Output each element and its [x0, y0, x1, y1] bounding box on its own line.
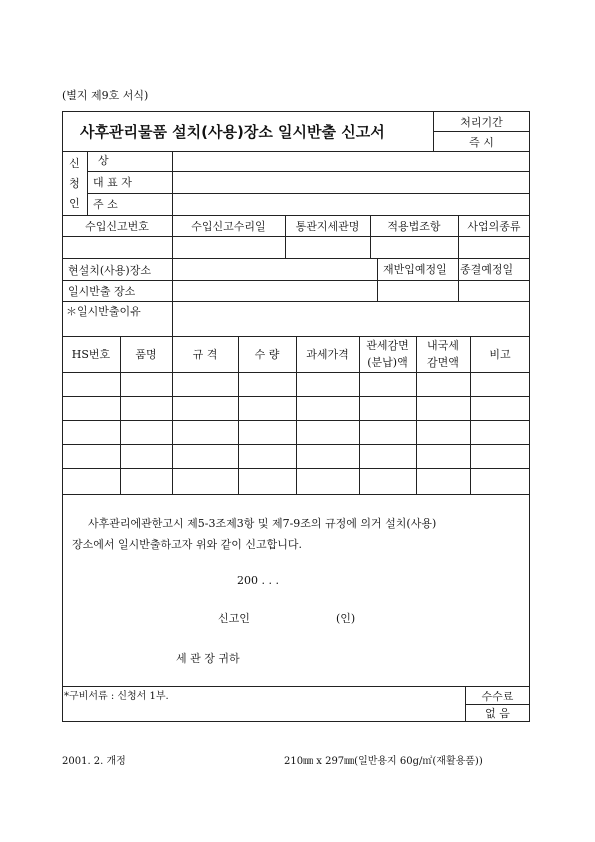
- export-reason-label: ＊일시반출이유: [66, 305, 141, 318]
- end-date-label: 종결예정일: [460, 263, 514, 276]
- reimport-date-field[interactable]: [378, 281, 457, 300]
- customs-office-label: 통관지세관명: [295, 220, 360, 233]
- applicable-law-field[interactable]: [371, 237, 457, 257]
- company-name-field[interactable]: [173, 152, 529, 170]
- export-location-label: 일시반출 장소: [68, 285, 136, 298]
- applicable-law-label: 적용법조항: [387, 220, 441, 233]
- item-name-header: 품명: [135, 348, 157, 361]
- business-type-field[interactable]: [459, 237, 529, 257]
- statement-line-1: 사후관리에관한고시 제5-3조제3항 및 제7-9조의 규정에 의거 설치(사용): [88, 517, 437, 530]
- rule: [465, 704, 530, 705]
- import-acceptance-date-label: 수입신고수리일: [191, 220, 266, 233]
- address-field[interactable]: [173, 194, 529, 214]
- revision-note: 2001. 2. 개정: [62, 756, 126, 767]
- import-acceptance-date-field[interactable]: [173, 237, 284, 257]
- processing-period-label: 처리기간: [460, 116, 503, 129]
- statement-line-2: 장소에서 일시반출하고자 위와 같이 신고합니다.: [72, 538, 303, 551]
- quantity-header: 수 량: [254, 348, 280, 361]
- table-row[interactable]: [63, 373, 529, 395]
- reimport-date-label: 재반입예정일: [383, 263, 447, 276]
- form-title: 사후관리물품 설치(사용)장소 일시반출 신고서: [80, 123, 385, 141]
- fee-label: 수수료: [481, 690, 514, 703]
- table-row[interactable]: [63, 421, 529, 443]
- taxable-value-header: 과세가격: [306, 348, 349, 361]
- rule: [62, 215, 530, 216]
- address-label: 주 소: [93, 198, 118, 211]
- current-location-field[interactable]: [173, 259, 376, 279]
- representative-field[interactable]: [173, 172, 529, 192]
- customs-reduction-header: 관세감면: [366, 339, 409, 352]
- rule: [433, 131, 530, 132]
- hs-code-header: HS번호: [71, 348, 111, 361]
- applicant-label-char: 인: [69, 197, 80, 210]
- export-reason-field[interactable]: [173, 302, 529, 335]
- internal-tax-header: 내국세: [427, 339, 459, 352]
- customs-office-field[interactable]: [286, 237, 369, 257]
- table-row[interactable]: [63, 445, 529, 467]
- declaration-date: 200 . . .: [237, 574, 279, 587]
- seal-mark: (인): [336, 612, 356, 625]
- representative-label: 대 표 자: [93, 176, 132, 189]
- form-label: (별지 제9호 서식): [62, 89, 149, 102]
- processing-period-value: 즉 시: [469, 136, 494, 149]
- rule: [62, 494, 530, 495]
- remarks-header: 비고: [489, 348, 511, 361]
- applicant-label-char: 청: [69, 177, 80, 190]
- required-documents: *구비서류 : 신청서 1부.: [64, 691, 169, 702]
- internal-tax-header-2: 감면액: [427, 356, 459, 369]
- company-name-label: 상: [98, 154, 109, 167]
- import-declaration-no-field[interactable]: [63, 237, 171, 257]
- paper-spec: 210㎜ x 297㎜(일반용지 60g/㎡(재활용품)): [284, 756, 483, 767]
- customs-reduction-header-2: (분납)액: [367, 356, 408, 369]
- rule: [62, 686, 530, 687]
- business-type-label: 사업의종류: [467, 220, 521, 233]
- table-row[interactable]: [63, 397, 529, 419]
- fee-value: 없 음: [485, 707, 510, 720]
- declarant-label: 신고인: [218, 612, 250, 625]
- addressee: 세 관 장 귀하: [176, 652, 240, 665]
- end-date-field[interactable]: [459, 281, 529, 300]
- specification-header: 규 격: [192, 348, 218, 361]
- applicant-label-char: 신: [69, 157, 80, 170]
- rule: [87, 151, 88, 215]
- import-declaration-no-label: 수입신고번호: [85, 220, 149, 233]
- export-location-field[interactable]: [173, 281, 376, 300]
- current-location-label: 현설치(사용)장소: [68, 264, 151, 277]
- table-row[interactable]: [63, 469, 529, 493]
